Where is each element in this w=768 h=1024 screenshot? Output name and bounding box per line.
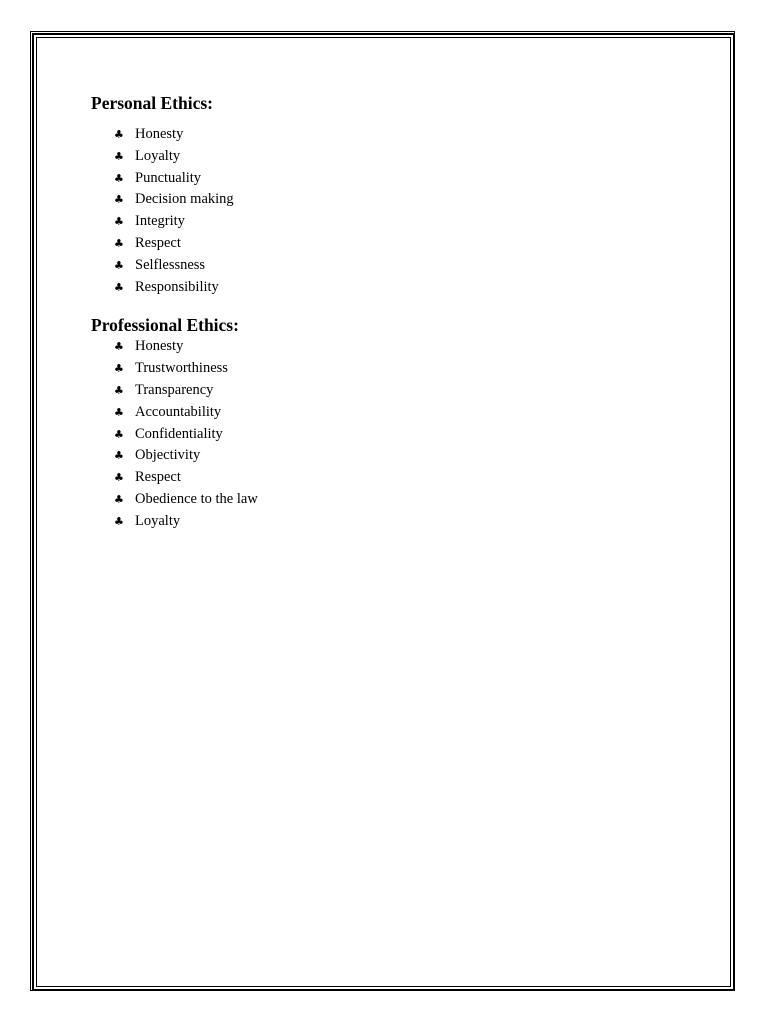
- list-item-label: Objectivity: [135, 447, 201, 464]
- professional-ethics-list: [91, 336, 691, 532]
- club-icon: ♣: [114, 215, 124, 229]
- list-item-label: Confidentiality: [135, 425, 223, 442]
- personal-ethics-section: [91, 92, 691, 298]
- list-item-label: Punctuality: [135, 169, 202, 186]
- list-item: [91, 336, 691, 358]
- club-icon: ♣: [114, 193, 124, 207]
- list-item: [91, 424, 691, 446]
- list-item: [91, 467, 691, 489]
- list-item-label: Accountability: [135, 403, 222, 420]
- club-icon: ♣: [114, 280, 124, 294]
- list-item: [91, 255, 691, 277]
- list-item: [91, 146, 691, 168]
- list-item-label: Honesty: [135, 338, 184, 355]
- list-item: [91, 402, 691, 424]
- list-item-label: Respect: [135, 234, 181, 251]
- list-item: [91, 189, 691, 211]
- personal-ethics-list: [91, 124, 691, 298]
- list-item-label: Selflessness: [135, 256, 206, 273]
- club-icon: ♣: [114, 236, 124, 250]
- list-item-label: Respect: [135, 469, 181, 486]
- list-item-label: Trustworthiness: [135, 360, 228, 377]
- list-item-label: Loyalty: [135, 512, 181, 529]
- list-item: [91, 211, 691, 233]
- personal-ethics-heading: Personal Ethics:: [91, 93, 214, 113]
- list-item-label: Transparency: [135, 381, 214, 398]
- list-item-label: Loyalty: [135, 147, 181, 164]
- club-icon: ♣: [114, 449, 124, 463]
- club-icon: ♣: [114, 427, 124, 441]
- club-icon: ♣: [114, 383, 124, 397]
- club-icon: ♣: [114, 128, 124, 141]
- professional-ethics-heading: Professional Ethics:: [91, 315, 239, 336]
- club-icon: ♣: [114, 149, 124, 163]
- list-item: [91, 489, 691, 511]
- list-item: [91, 358, 691, 380]
- professional-ethics-section: [91, 314, 691, 532]
- club-icon: ♣: [114, 340, 124, 354]
- list-item-label: Honesty: [135, 126, 184, 142]
- club-icon: ♣: [114, 514, 124, 528]
- list-item-label: Integrity: [135, 213, 185, 230]
- list-item: [91, 380, 691, 402]
- list-item-label: Responsibility: [135, 278, 219, 295]
- club-icon: ♣: [114, 362, 124, 376]
- list-item: [91, 277, 691, 299]
- list-item: [91, 445, 691, 467]
- list-item: [91, 511, 691, 533]
- list-item: [91, 168, 691, 190]
- club-icon: ♣: [114, 492, 124, 506]
- club-icon: ♣: [114, 258, 124, 272]
- document-body: [91, 92, 691, 533]
- list-item: [91, 124, 691, 146]
- list-item-label: Decision making: [135, 191, 234, 208]
- club-icon: ♣: [114, 171, 124, 185]
- list-item: [91, 233, 691, 255]
- club-icon: ♣: [114, 405, 124, 419]
- club-icon: ♣: [114, 471, 124, 485]
- list-item-label: Obedience to the law: [135, 490, 258, 507]
